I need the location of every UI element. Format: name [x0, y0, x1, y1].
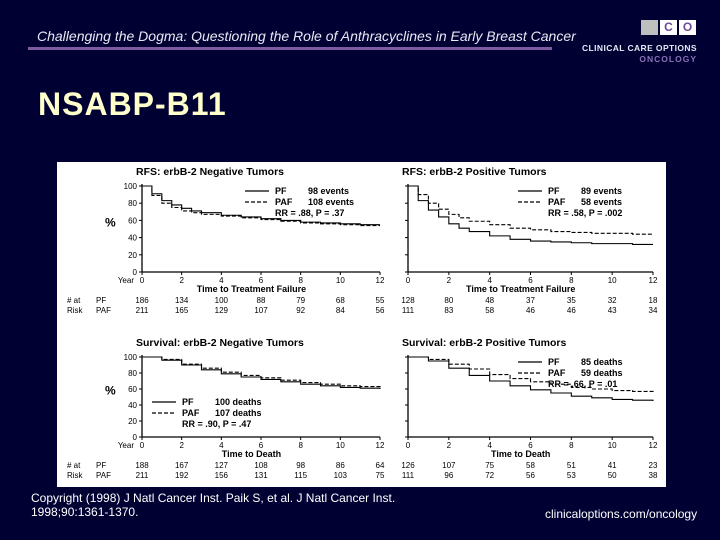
logo-box-c1: C [641, 20, 658, 35]
chart3-at-risk-value: 131 [254, 471, 268, 480]
chart3-at-risk-value: 115 [294, 471, 308, 480]
chart3-y-label: % [105, 383, 116, 398]
chart1-legend-label: 98 events [308, 186, 350, 196]
chart3-legend-label: 107 deaths [215, 408, 262, 418]
chart3-at-risk-value: 156 [214, 471, 229, 480]
chart4-at-risk-value: 53 [566, 471, 576, 480]
chart3-y-tick-label: 60 [128, 385, 137, 394]
chart3-x-tick-label: 12 [375, 441, 385, 450]
chart1-x-tick-label: 8 [298, 276, 303, 285]
chart3-at-risk-value: 211 [135, 471, 149, 480]
chart3-at-risk-label: # at [67, 461, 81, 470]
chart1-at-risk-label: # at [67, 296, 81, 305]
chart3-x-tick-label: 0 [139, 441, 145, 450]
chart2-x-tick-label: 0 [405, 276, 411, 285]
chart3-x-tick-label: 8 [298, 441, 303, 450]
chart1-at-risk-value: 134 [174, 296, 189, 305]
chart2-at-risk-value: 37 [526, 296, 535, 305]
chart2-x-tick-label: 2 [446, 276, 452, 285]
chart4-x-tick-label: 2 [446, 441, 452, 450]
chart4-at-risk-value: 56 [526, 471, 535, 480]
chart4-at-risk-value: 51 [566, 461, 576, 470]
presentation-title: Challenging the Dogma: Questioning the Role of Anthracyclines in Early Breast Cancer [37, 28, 576, 44]
chart4-at-risk-value: 50 [607, 471, 617, 480]
chart4-x-tick-label: 6 [528, 441, 533, 450]
chart2-at-risk-value: 43 [607, 306, 617, 315]
chart1-x-tick-label: 6 [258, 276, 264, 285]
chart1-at-risk-value: 100 [214, 296, 229, 305]
chart2-legend-name: PF [548, 186, 560, 196]
chart3-x-label: Time to Death [221, 449, 282, 459]
chart4-stat-label: RR = .66, P = .01 [548, 379, 618, 389]
chart4-at-risk-value: 96 [444, 471, 454, 480]
chart1-at-risk-value: 68 [335, 296, 345, 305]
chart1-at-risk-value: 211 [135, 306, 149, 315]
chart3-at-risk-value: 127 [214, 461, 229, 470]
chart2-at-risk-value: 18 [648, 296, 658, 305]
chart1-x-tick-label: 0 [139, 276, 145, 285]
chart1-title: RFS: erbB-2 Negative Tumors [136, 166, 284, 178]
chart3-title: Survival: erbB-2 Negative Tumors [136, 337, 304, 349]
chart2-x-tick-label: 6 [528, 276, 533, 285]
chart3-at-risk-value: 103 [333, 471, 348, 480]
chart1-y-tick-label: 0 [132, 268, 137, 277]
chart1-at-risk-value: 129 [214, 306, 229, 315]
slide-title: NSABP-B11 [38, 86, 227, 122]
website-link[interactable]: clinicaloptions.com/oncology [545, 507, 698, 521]
chart1-at-risk-value: 186 [135, 296, 149, 305]
chart1-at-risk-value: 55 [375, 296, 385, 305]
chart1-at-risk-value: 107 [254, 306, 268, 315]
chart3-x-tick-label: 4 [219, 441, 224, 450]
logo-box-c2: C [660, 20, 677, 35]
chart3-y-tick-label: 40 [128, 401, 137, 410]
chart4-at-risk-value: 23 [648, 461, 658, 470]
chart3-legend-name: PAF [182, 408, 200, 418]
chart2-at-risk-value: 83 [444, 306, 454, 315]
chart3-legend-name: PF [182, 397, 194, 407]
chart4-x-tick-label: 10 [607, 441, 617, 450]
chart4-legend-name: PF [548, 357, 560, 367]
chart2-x-tick-label: 4 [487, 276, 492, 285]
chart2-at-risk-value: 80 [444, 296, 454, 305]
chart4-x-tick-label: 4 [487, 441, 492, 450]
chart1-x-label: Time to Treatment Failure [196, 284, 307, 294]
chart1-y-tick-label: 40 [128, 233, 137, 243]
chart1-at-risk-value: 84 [335, 306, 345, 315]
chart4-at-risk-value: 58 [526, 461, 535, 470]
chart4-at-risk-value: 111 [401, 471, 415, 480]
chart1-y-label: % [105, 215, 116, 230]
chart1-at-risk-value: 56 [375, 306, 385, 315]
chart3-y-tick-label: 100 [123, 353, 137, 362]
chart3-at-risk-value: 75 [375, 471, 385, 480]
chart1-x-tick-label: 10 [335, 276, 345, 285]
chart4-legend-label: 59 deaths [581, 368, 623, 378]
chart1-stat-label: RR = .88, P = .37 [275, 208, 345, 218]
chart3-at-risk-value: 64 [375, 461, 385, 470]
chart1-legend-name: PF [275, 186, 287, 196]
kaplan-meier-charts [57, 162, 666, 487]
chart4-title: Survival: erbB-2 Positive Tumors [402, 337, 567, 349]
chart3-at-risk-value: 86 [335, 461, 345, 470]
copyright-line-1: Copyright (1998) J Natl Cancer Inst. Paik S, et al. J Natl Cancer Inst. [31, 491, 396, 505]
survival-curves-figure [57, 162, 666, 487]
chart2-at-risk-value: 46 [526, 306, 535, 315]
chart2-x-tick-label: 8 [569, 276, 574, 285]
chart1-x-tick-label: 4 [219, 276, 224, 285]
chart1-at-risk-row-name: PF [96, 296, 107, 305]
chart1-x-tick-label: 12 [375, 276, 385, 285]
chart2-legend-label: 58 events [581, 197, 623, 207]
copyright-citation [31, 491, 395, 519]
chart1-at-risk-value: 88 [256, 296, 266, 305]
chart4-legend-name: PAF [548, 368, 566, 378]
chart1-at-risk-value: 92 [296, 306, 306, 315]
chart2-x-label: Time to Treatment Failure [466, 284, 576, 294]
chart2-at-risk-value: 111 [401, 306, 415, 315]
chart3-at-risk-value: 167 [174, 461, 189, 470]
chart1-at-risk-value: 165 [174, 306, 189, 315]
chart1-y-tick-label: 80 [128, 199, 137, 209]
chart1-at-risk-value: 79 [296, 296, 306, 305]
chart3-x-year-label: Year [117, 441, 134, 450]
chart4-at-risk-value: 41 [607, 461, 617, 470]
chart2-at-risk-value: 58 [485, 306, 495, 315]
chart4-legend-label: 85 deaths [581, 357, 623, 367]
chart2-title: RFS: erbB-2 Positive Tumors [402, 166, 547, 178]
chart1-at-risk-row-name: PAF [96, 306, 111, 315]
logo-mark [639, 20, 696, 35]
chart3-x-tick-label: 6 [258, 441, 264, 450]
chart2-x-tick-label: 12 [648, 276, 658, 285]
chart4-at-risk-value: 72 [485, 471, 495, 480]
chart2-at-risk-value: 32 [607, 296, 617, 305]
chart3-at-risk-label: Risk [67, 471, 83, 480]
chart3-at-risk-value: 188 [135, 461, 149, 470]
chart4-x-tick-label: 0 [405, 441, 411, 450]
chart2-at-risk-value: 128 [401, 296, 415, 305]
chart3-y-tick-label: 0 [132, 433, 137, 442]
chart4-at-risk-value: 126 [401, 461, 415, 470]
chart3-x-tick-label: 2 [179, 441, 184, 450]
chart4-x-tick-label: 8 [569, 441, 574, 450]
chart1-y-tick-label: 100 [123, 182, 137, 191]
chart1-legend-name: PAF [275, 197, 293, 207]
clinical-care-options-logo [566, 18, 706, 68]
chart3-at-risk-row-name: PF [96, 461, 107, 470]
chart3-at-risk-value: 192 [174, 471, 189, 480]
chart1-legend-label: 108 events [308, 197, 355, 207]
chart1-y-tick-label: 20 [128, 250, 137, 260]
chart3-stat-label: RR = .90, P = .47 [182, 419, 252, 429]
chart2-at-risk-value: 34 [648, 306, 658, 315]
chart2-stat-label: RR = .58, P = .002 [548, 208, 623, 218]
logo-name: CLINICAL CARE OPTIONS [582, 43, 697, 53]
chart2-legend-name: PAF [548, 197, 566, 207]
chart4-x-tick-label: 12 [648, 441, 658, 450]
chart1-at-risk-label: Risk [67, 306, 83, 315]
chart3-series-paf-curve [142, 357, 380, 387]
chart2-at-risk-value: 48 [485, 296, 495, 305]
chart2-at-risk-value: 35 [566, 296, 576, 305]
chart4-at-risk-value: 75 [485, 461, 495, 470]
chart2-legend-label: 89 events [581, 186, 623, 196]
chart3-at-risk-value: 98 [296, 461, 306, 470]
chart3-y-tick-label: 80 [128, 369, 137, 378]
chart3-at-risk-value: 108 [254, 461, 268, 470]
chart3-series-pf-curve [142, 357, 380, 389]
chart2-at-risk-value: 46 [566, 306, 576, 315]
header-divider [28, 47, 552, 50]
chart4-at-risk-value: 107 [442, 461, 456, 470]
chart3-y-tick-label: 20 [128, 417, 137, 426]
logo-box-o: O [679, 20, 696, 35]
chart2-x-tick-label: 10 [607, 276, 617, 285]
chart3-at-risk-row-name: PAF [96, 471, 111, 480]
chart1-x-tick-label: 2 [179, 276, 184, 285]
chart3-legend-label: 100 deaths [215, 397, 262, 407]
chart1-y-tick-label: 60 [128, 216, 137, 226]
chart1-x-year-label: Year [117, 276, 134, 285]
chart4-x-label: Time to Death [491, 449, 551, 459]
chart3-x-tick-label: 10 [335, 441, 345, 450]
chart4-at-risk-value: 38 [648, 471, 658, 480]
copyright-line-2: 1998;90:1361-1370. [31, 505, 139, 519]
logo-subtitle: ONCOLOGY [639, 54, 697, 64]
